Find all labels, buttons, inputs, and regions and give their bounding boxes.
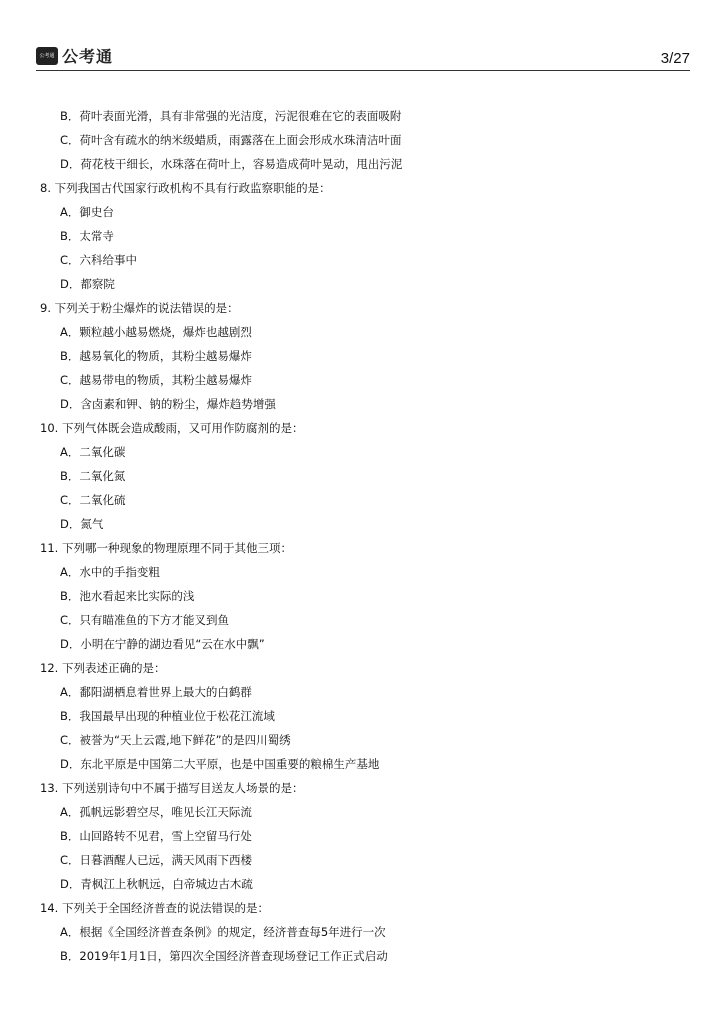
page-header — [36, 44, 690, 71]
answer-option: C．六科给事中 — [60, 253, 138, 267]
answer-option: B．荷叶表面光滑，具有非常强的光洁度，污泥很难在它的表面吸附 — [60, 109, 402, 123]
answer-option: B．池水看起来比实际的浅 — [60, 589, 195, 603]
answer-option: B．2019年1月1日，第四次全国经济普查现场登记工作正式启动 — [60, 949, 388, 963]
answer-option: B．二氧化氮 — [60, 469, 126, 483]
page-number: 3/27 — [660, 50, 690, 67]
answer-option: A．根据《全国经济普查条例》的规定，经济普查每5年进行一次 — [60, 925, 386, 939]
answer-option: C．越易带电的物质，其粉尘越易爆炸 — [60, 373, 253, 387]
answer-option: C．荷叶含有疏水的纳米级蜡质，雨露落在上面会形成水珠清洁叶面 — [60, 133, 402, 147]
answer-option: D．东北平原是中国第二大平原，也是中国重要的粮棉生产基地 — [60, 757, 380, 771]
answer-option: B．我国最早出现的种植业位于松花江流域 — [60, 709, 275, 723]
logo-badge: 公考通 — [36, 47, 58, 65]
answer-option: A．鄱阳湖栖息着世界上最大的白鹤群 — [60, 685, 252, 699]
answer-option: D．青枫江上秋帆远，白帝城边古木疏 — [60, 877, 253, 891]
answer-option: D．都察院 — [60, 277, 115, 291]
question-stem: 13. 下列送别诗句中不属于描写目送友人场景的是： — [40, 781, 304, 795]
answer-option: D．含卤素和钾、钠的粉尘，爆炸趋势增强 — [60, 397, 276, 411]
answer-option: C．只有瞄准鱼的下方才能叉到鱼 — [60, 613, 230, 627]
answer-option: B．越易氧化的物质，其粉尘越易爆炸 — [60, 349, 252, 363]
answer-option: C．日暮酒醒人已远，满天风雨下西楼 — [60, 853, 253, 867]
question-stem: 10. 下列气体既会造成酸雨，又可用作防腐剂的是： — [40, 421, 304, 435]
answer-option: C．被誉为“天上云霞,地下鲜花”的是四川蜀绣 — [60, 733, 291, 747]
logo-text: 公考通 — [62, 47, 114, 66]
answer-option: A．二氧化碳 — [60, 445, 126, 459]
question-stem: 11. 下列哪一种现象的物理原理不同于其他三项： — [40, 541, 292, 555]
answer-option: A．御史台 — [60, 205, 114, 219]
question-list — [40, 104, 690, 968]
answer-option: D．小明在宁静的湖边看见“云在水中飘” — [60, 637, 265, 651]
answer-option: A．孤帆远影碧空尽，唯见长江天际流 — [60, 805, 252, 819]
question-stem: 8. 下列我国古代国家行政机构不具有行政监察职能的是： — [40, 181, 331, 195]
question-stem: 14. 下列关于全国经济普查的说法错误的是： — [40, 901, 269, 915]
answer-option: B．太常寺 — [60, 229, 114, 243]
answer-option: D．荷花枝干细长，水珠落在荷叶上，容易造成荷叶晃动，甩出污泥 — [60, 157, 403, 171]
question-stem: 12. 下列表述正确的是： — [40, 661, 166, 675]
answer-option: D．氮气 — [60, 517, 104, 531]
answer-option: B．山回路转不见君，雪上空留马行处 — [60, 829, 252, 843]
question-stem: 9. 下列关于粉尘爆炸的说法错误的是： — [40, 301, 239, 315]
answer-option: A．水中的手指变粗 — [60, 565, 160, 579]
answer-option: A．颗粒越小越易燃烧，爆炸也越剧烈 — [60, 325, 252, 339]
answer-option: C．二氧化硫 — [60, 493, 126, 507]
brand-logo — [36, 44, 113, 67]
